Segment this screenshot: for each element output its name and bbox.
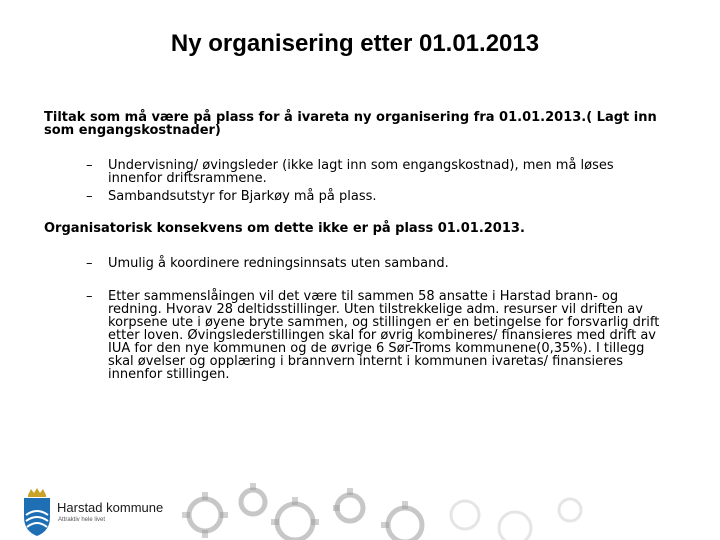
intro-paragraph: Tiltak som må være på plass for å ivareta ny organisering fra 01.01.2013.( Lagt inn som engangskostnader)	[44, 110, 657, 138]
bullet-dash: –	[86, 256, 93, 271]
bullet-text: Umulig å koordinere redningsinnsats uten samband.	[108, 256, 449, 271]
bullet-text: Undervisning/ øvingsleder (ikke lagt inn som engangskostnad), men må løses innenfor driftsrammene.	[108, 158, 614, 186]
logo-tagline: Attraktiv hele livet	[58, 517, 106, 523]
bullet-dash: –	[86, 289, 93, 304]
municipal-shield-icon	[22, 487, 52, 537]
bullet-dash: –	[86, 189, 93, 204]
gears-decoration-icon	[175, 480, 720, 540]
bullet-dash: –	[86, 158, 93, 173]
slide-title: Ny organisering etter 01.01.2013	[170, 30, 540, 57]
logo-name: Harstad kommune	[57, 500, 164, 515]
bullet-text: Sambandsutstyr for Bjarkøy må på plass.	[108, 189, 377, 204]
bullet-text: Etter sammenslåingen vil det være til sammen 58 ansatte i Harstad brann- og redning. Hvorav 28 deltidsstillinger. Uten tilstrekkelige adm. resurser vil driften av korpsene ute i øyene bryte sammen, og stillingen er en betingelse for forsvarlig drift etter loven. Øvingslederstillingen skal for øvrig kombineres/ finansieres med drift av IUA for den nye kommunen og de øvrige 6 Sør-Troms kommunene(0,35%). I tillegg skal øvelser og opplæring i brannvern internt i kommunen ivaretas/ finansieres innenfor stillingen.	[108, 289, 660, 382]
consequence-heading: Organisatorisk konsekvens om dette ikke er på plass 01.01.2013.	[44, 221, 525, 236]
